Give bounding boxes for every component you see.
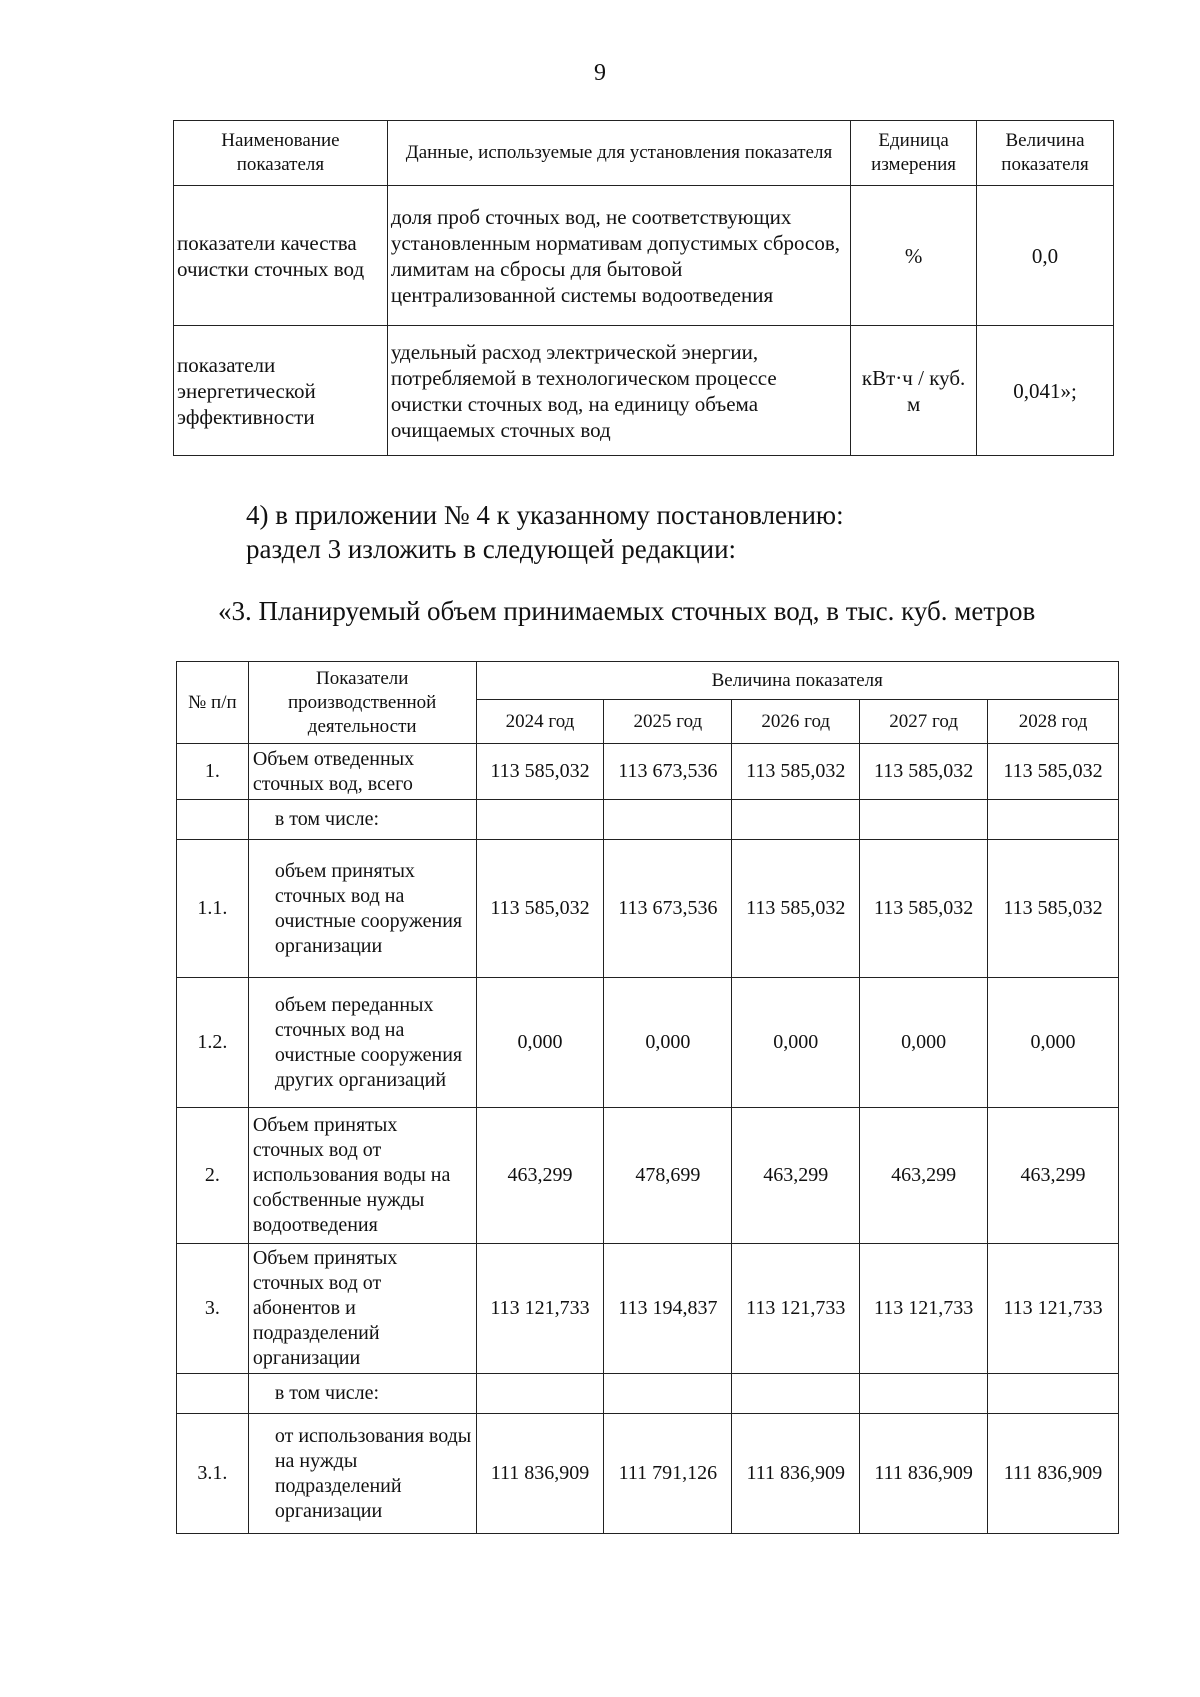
row-number: 1.2. xyxy=(177,978,249,1108)
header-year: 2027 год xyxy=(860,700,988,744)
row-value: 478,699 xyxy=(604,1108,732,1244)
paragraph-appendix: 4) в приложении № 4 к указанному постановлению: xyxy=(246,500,844,530)
table-row xyxy=(177,1414,1119,1534)
header-data-used: Данные, используемые для установления показателя xyxy=(387,121,850,186)
row-value: 113 585,032 xyxy=(988,840,1119,978)
header-indicator: Показатели производственной деятельности xyxy=(248,662,476,744)
indicator-name: показатели качества очистки сточных вод xyxy=(174,186,388,326)
row-value xyxy=(476,800,604,840)
row-value xyxy=(860,800,988,840)
table-row xyxy=(177,800,1119,840)
section-heading: «3. Планируемый объем принимаемых сточных вод, в тыс. куб. метров xyxy=(218,596,1036,626)
header-year: 2025 год xyxy=(604,700,732,744)
row-value: 463,299 xyxy=(732,1108,860,1244)
row-value: 113 673,536 xyxy=(604,840,732,978)
table-row xyxy=(177,978,1119,1108)
row-number: 3. xyxy=(177,1244,249,1374)
row-label: от использования воды на нужды подразделений организации xyxy=(248,1414,476,1534)
row-number xyxy=(177,1374,249,1414)
wastewater-volume-table xyxy=(176,661,1119,1534)
header-year: 2028 год xyxy=(988,700,1119,744)
row-number: 1. xyxy=(177,744,249,800)
header-year: 2026 год xyxy=(732,700,860,744)
row-label: объем переданных сточных вод на очистные сооружения других организаций xyxy=(248,978,476,1108)
row-value: 113 585,032 xyxy=(476,840,604,978)
row-value: 113 585,032 xyxy=(476,744,604,800)
row-value: 113 585,032 xyxy=(988,744,1119,800)
table-row xyxy=(174,326,1114,456)
row-value: 113 673,536 xyxy=(604,744,732,800)
indicator-unit: кВт·ч / куб. м xyxy=(851,326,977,456)
table-header-row xyxy=(174,121,1114,186)
header-num: № п/п xyxy=(177,662,249,744)
row-number: 3.1. xyxy=(177,1414,249,1534)
row-value xyxy=(988,1374,1119,1414)
table-row xyxy=(177,1108,1119,1244)
indicator-value: 0,0 xyxy=(977,186,1114,326)
row-value: 463,299 xyxy=(860,1108,988,1244)
row-label: объем принятых сточных вод на очистные сооружения организации xyxy=(248,840,476,978)
row-value: 113 121,733 xyxy=(732,1244,860,1374)
row-number xyxy=(177,800,249,840)
row-value: 113 121,733 xyxy=(988,1244,1119,1374)
table-row xyxy=(177,744,1119,800)
row-value: 113 585,032 xyxy=(860,744,988,800)
row-value: 113 585,032 xyxy=(732,744,860,800)
table-row xyxy=(177,1374,1119,1414)
row-value: 111 836,909 xyxy=(860,1414,988,1534)
indicator-value: 0,041»; xyxy=(977,326,1114,456)
row-number: 1.1. xyxy=(177,840,249,978)
row-value xyxy=(604,800,732,840)
page-number: 9 xyxy=(594,60,606,86)
row-value: 463,299 xyxy=(476,1108,604,1244)
row-label: в том числе: xyxy=(248,800,476,840)
row-value: 111 836,909 xyxy=(732,1414,860,1534)
indicators-table xyxy=(173,120,1114,456)
row-value: 111 836,909 xyxy=(988,1414,1119,1534)
indicator-unit: % xyxy=(851,186,977,326)
paragraph-section: раздел 3 изложить в следующей редакции: xyxy=(246,534,737,564)
row-value: 0,000 xyxy=(988,978,1119,1108)
row-label: Объем принятых сточных вод от абонентов и подразделений организации xyxy=(248,1244,476,1374)
row-value: 113 121,733 xyxy=(476,1244,604,1374)
indicator-name: показатели энергетической эффективности xyxy=(174,326,388,456)
header-value: Величина показателя xyxy=(476,662,1118,700)
row-label: в том числе: xyxy=(248,1374,476,1414)
row-number: 2. xyxy=(177,1108,249,1244)
row-value xyxy=(732,1374,860,1414)
table-row xyxy=(174,186,1114,326)
row-label: Объем отведенных сточных вод, всего xyxy=(248,744,476,800)
table-header-row xyxy=(177,662,1119,700)
row-value xyxy=(604,1374,732,1414)
row-value: 0,000 xyxy=(476,978,604,1108)
header-unit: Единица измерения xyxy=(851,121,977,186)
row-value: 113 585,032 xyxy=(860,840,988,978)
row-value: 463,299 xyxy=(988,1108,1119,1244)
indicator-data: удельный расход электрической энергии, потребляемой в технологическом процессе очистки сточных вод, на единицу объема очищаемых сточных вод xyxy=(387,326,850,456)
row-value: 0,000 xyxy=(604,978,732,1108)
row-value xyxy=(732,800,860,840)
row-value: 111 836,909 xyxy=(476,1414,604,1534)
indicator-data: доля проб сточных вод, не соответствующих установленным нормативам допустимых сбросов, лимитам на сбросы для бытовой централизованной системы водоотведения xyxy=(387,186,850,326)
row-value xyxy=(476,1374,604,1414)
row-value: 0,000 xyxy=(860,978,988,1108)
header-value: Величина показателя xyxy=(977,121,1114,186)
row-value xyxy=(860,1374,988,1414)
table-row xyxy=(177,840,1119,978)
row-label: Объем принятых сточных вод от использования воды на собственные нужды водоотведения xyxy=(248,1108,476,1244)
header-indicator-name: Наименование показателя xyxy=(174,121,388,186)
row-value: 113 585,032 xyxy=(732,840,860,978)
row-value xyxy=(988,800,1119,840)
row-value: 113 194,837 xyxy=(604,1244,732,1374)
row-value: 111 791,126 xyxy=(604,1414,732,1534)
row-value: 113 121,733 xyxy=(860,1244,988,1374)
row-value: 0,000 xyxy=(732,978,860,1108)
table-row xyxy=(177,1244,1119,1374)
header-year: 2024 год xyxy=(476,700,604,744)
